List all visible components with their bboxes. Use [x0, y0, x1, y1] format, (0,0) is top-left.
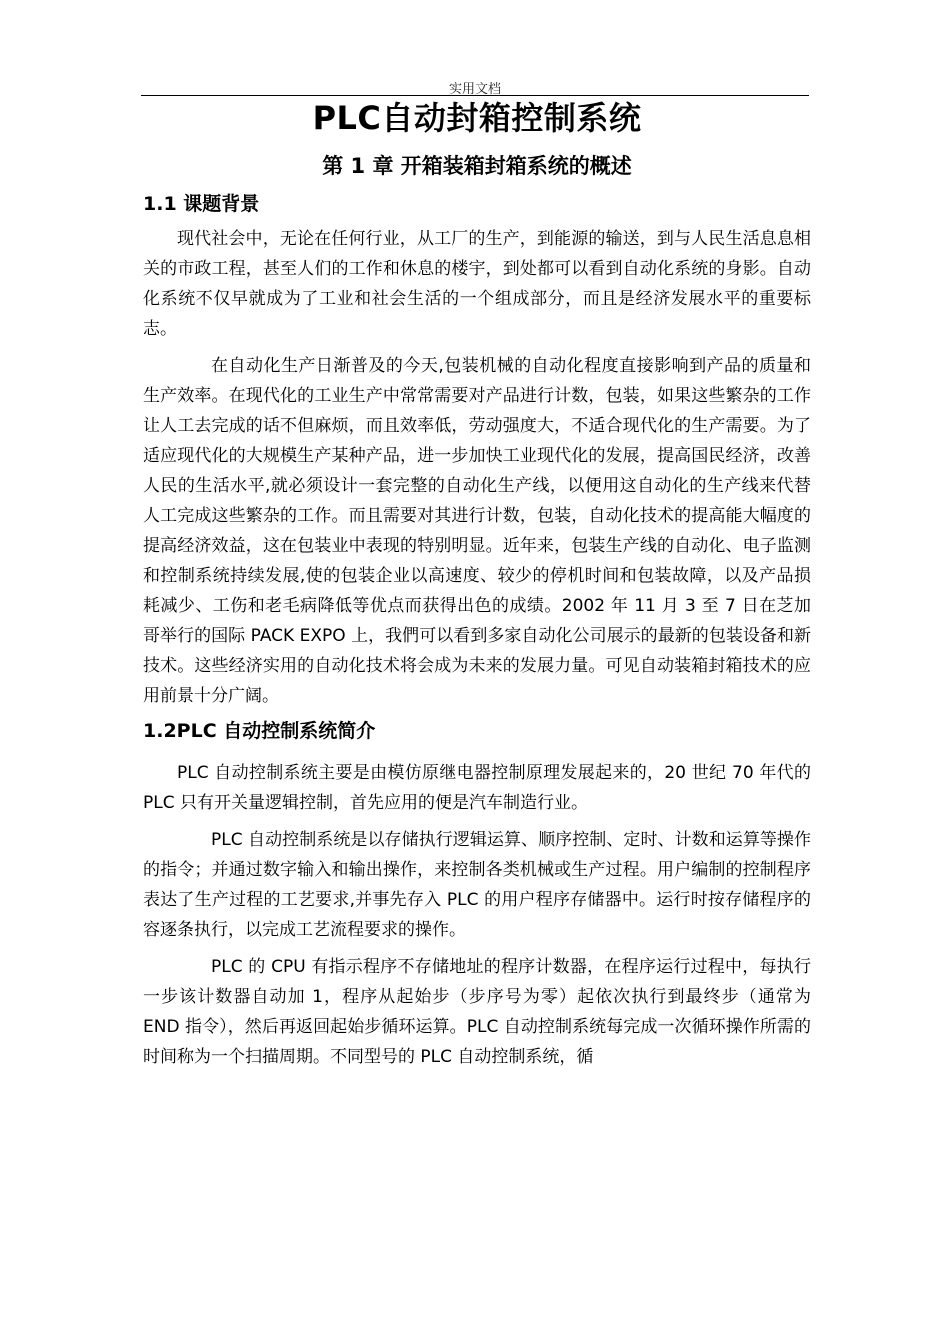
paragraph: PLC 自动控制系统主要是由模仿原继电器控制原理发展起来的，20 世纪 70 年代的 PLC 只有开关量逻辑控制，首先应用的便是汽车制造行业。 — [143, 763, 811, 813]
paragraph: PLC 的 CPU 有指示程序不存储地址的程序计数器，在程序运行过程中，每执行一步该计数器自动加 1，程序从起始步（步序号为零）起依次执行到最终步（通常为 END 指令），然后再返回起始步循环运算。PLC 自动控制系统每完成一次循环操作所需的时间称为一个扫描周期。不同型号的 PLC 自动控制系统，循 — [143, 957, 811, 1067]
document-body — [143, 96, 811, 1072]
chapter-heading: 第 1 章 开箱装箱封箱系统的概述 — [322, 154, 632, 178]
section-heading-1-1: 1.1 课题背景 — [143, 193, 260, 215]
document-title: PLC自动封箱控制系统 — [312, 99, 642, 137]
paragraph: PLC 自动控制系统是以存储执行逻辑运算、顺序控制、定时、计数和运算等操作的指令；并通过数字输入和输出操作，来控制各类机械或生产过程。用户编制的控制程序表达了生产过程的工艺要求,并事先存入 PLC 的用户程序存储器中。运行时按存储程序的容逐条执行，以完成工艺流程要求的操作。 — [143, 830, 811, 940]
header-text: 实用文档 — [448, 82, 501, 97]
paragraph: 在自动化生产日渐普及的今天,包装机械的自动化程度直接影响到产品的质量和生产效率。在现代化的工业生产中常常需要对产品进行计数，包装，如果这些繁杂的工作让人工去完成的话不但麻烦，而且效率低，劳动强度大，不适合现代化的生产需要。为了适应现代化的大规模生产某种产品，进一步加快工业现代化的发展，提高国民经济，改善人民的生活水平,就必须设计一套完整的自动化生产线，以便用这自动化的生产线来代替人工完成这些繁杂的工作。而且需要对其进行计数，包装，自动化技术的提高能大幅度的提高经济效益，这在包装业中表现的特别明显。近年来，包装生产线的自动化、电子监测和控制系统持续发展,使的包装企业以高速度、较少的停机时间和包装故障，以及产品损耗减少、工伤和老毛病降低等优点而获得出色的成绩。2002 年 11 月 3 至 7 日在芝加哥举行的国际 PACK EXPO 上，我們可以看到多家自动化公司展示的最新的包装设备和新技术。这些经济实用的自动化技术将会成为未来的发展力量。可见自动装箱封箱技术的应用前景十分广阔。 — [143, 356, 811, 706]
section-heading-1-2: 1.2PLC 自动控制系统简介 — [143, 720, 376, 742]
paragraph: 现代社会中，无论在任何行业，从工厂的生产，到能源的输送，到与人民生活息息相关的市政工程，甚至人们的工作和休息的楼宇，到处都可以看到自动化系统的身影。自动化系统不仅早就成为了工业和社会生活的一个组成部分，而且是经济发展水平的重要标志。 — [143, 229, 811, 339]
